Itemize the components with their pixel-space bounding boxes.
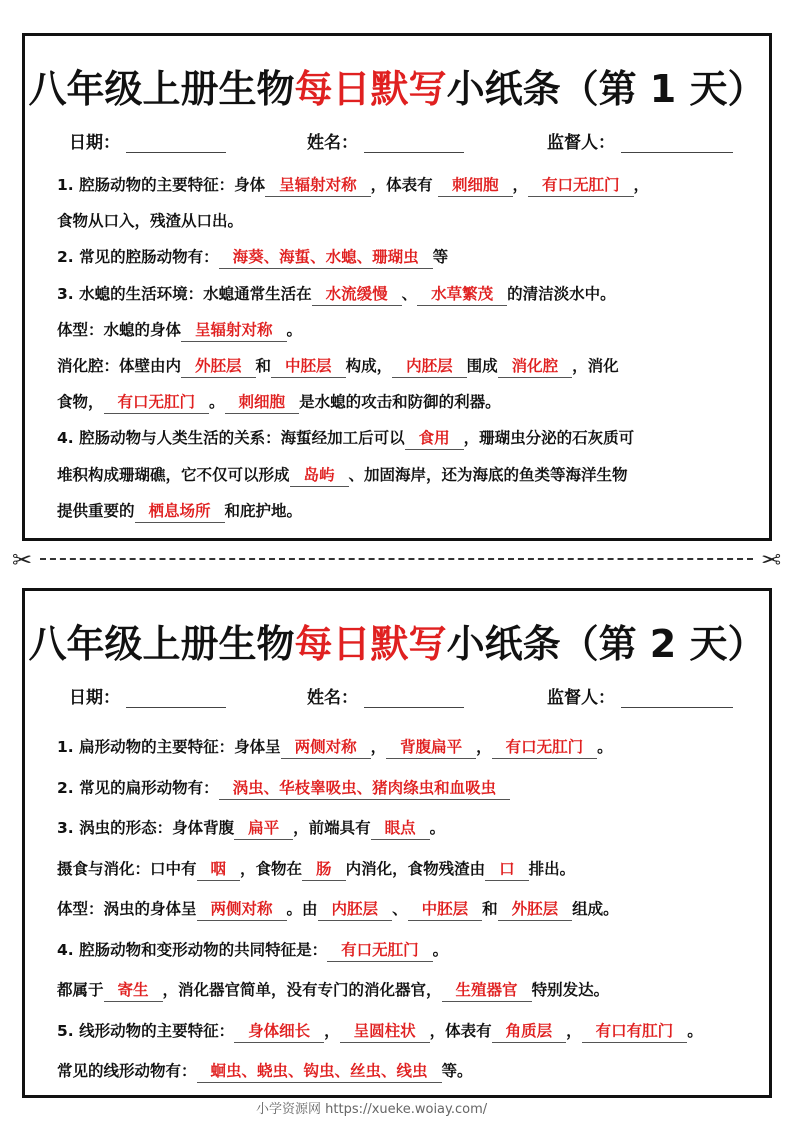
answer-blank: 背腹扁平 [386,736,476,759]
question-text: 、加固海岸，还为海底的鱼类等海洋生物 [348,465,628,484]
name-label: 姓名： [307,133,358,153]
question-text: ，食物在 [240,859,303,878]
question-text: 等 [432,248,449,267]
supervisor-label: 监督人： [547,688,615,708]
question-text: ，消化 [572,356,619,375]
question-text: 体型：涡虫的身体呈 [57,900,197,918]
answer-blank: 蛔虫、蛲虫、钩虫、丝虫、线虫 [197,1060,442,1083]
answer-blank: 角质层 [492,1020,567,1043]
answer-blank: 消化腔 [498,355,573,378]
question-text: 。 [597,738,613,756]
title-highlight: 每日默写 [294,67,447,111]
question-text: ， [324,1021,340,1040]
question-text: 特别发达。 [531,981,610,999]
date-label: 日期： [69,133,120,153]
answer-blank: 呈辐射对称 [181,319,287,342]
answer-blank: 内胚层 [318,898,393,921]
question-text: 内消化，食物残渣由 [345,859,486,878]
question-text: 5. 线形动物的主要特征： [57,1021,235,1040]
question-text: 消化腔：体壁由内 [57,356,182,375]
answer-blank: 生殖器官 [442,979,532,1002]
answer-blank: 刺细胞 [225,391,300,414]
answer-blank: 外胚层 [498,898,573,921]
question-text: 食物， [57,393,104,412]
question-text: ， [476,738,492,756]
question-text: ，体表有 [370,176,438,194]
question-text: 1. 腔肠动物的主要特征：身体 [57,176,266,194]
question-line [57,279,755,315]
cut-line [40,558,753,560]
question-text: 4. 腔肠动物和变形动物的共同特征是： [57,940,328,959]
question-text: 摄食与消化：口中有 [57,859,197,878]
question-text: 、 [401,284,418,303]
answer-blank: 水流缓慢 [312,283,402,306]
answer-blank: 岛屿 [290,464,349,487]
answer-blank: 咽 [197,858,241,881]
answer-blank: 刺细胞 [438,174,513,197]
question-text: 。 [286,320,303,339]
scissors-icon: ✂ [12,546,33,574]
watermark: 小学资源网 https://xueke.woiay.com/ [256,1102,488,1117]
answer-blank: 眼点 [371,817,430,840]
answer-blank: 中胚层 [408,898,483,921]
question-text: 3. 涡虫的形态：身体背腹 [57,819,235,837]
question-line [57,387,755,423]
question-text: 体型：水螅的身体 [57,320,182,339]
question-text: ， [566,1021,582,1040]
question-text: 4. 腔肠动物与人类生活的关系：海蜇经加工后可以 [57,429,405,448]
question-text: 2. 常见的腔肠动物有： [57,248,219,267]
answer-blank: 寄生 [104,979,163,1002]
question-line [57,773,755,814]
question-line [57,854,755,895]
question-text: ， [633,176,650,194]
question-text: 构成， [345,356,393,375]
question-text: 、 [392,900,408,918]
question-text: ，消化器官简单，没有专门的消化器官， [162,981,442,999]
question-lines [57,732,755,1097]
question-text: 都属于 [57,981,104,999]
worksheet-title [25,58,769,113]
answer-blank: 水草繁茂 [417,283,507,306]
info-row [69,128,739,153]
answer-blank: 涡虫、华枝睾吸虫、猪肉绦虫和血吸虫 [219,777,511,800]
question-text: ， [370,738,387,756]
question-line [57,1016,755,1057]
question-line [57,351,755,387]
question-text: 。 [209,393,225,412]
question-text: ， [512,176,529,194]
question-text: 和 [255,356,272,375]
question-line [57,460,755,496]
answer-blank: 身体细长 [234,1020,324,1043]
question-text: 1. 扁形动物的主要特征：身体呈 [57,738,281,756]
title-prefix: 八年级上册生物 [28,622,295,666]
name-field[interactable] [364,689,464,708]
question-text: 和 [482,900,498,918]
info-row [69,683,739,708]
question-text: ，前端具有 [293,819,371,837]
scissors-icon: ✂ [760,546,781,574]
worksheet-day-2 [22,588,772,1098]
question-text: 堆积构成珊瑚礁，它不仅可以形成 [57,465,290,484]
question-text: 等。 [441,1062,473,1080]
question-line [57,1056,755,1097]
question-text: 食物从口入，残渣从口出。 [57,212,244,231]
question-text: 。 [429,819,446,837]
answer-blank: 肠 [302,858,346,881]
answer-blank: 有口有肛门 [582,1020,688,1043]
answer-blank: 有口无肛门 [492,736,598,759]
question-line [57,170,755,206]
question-text: 3. 水螅的生活环境：水螅通常生活在 [57,284,312,303]
question-text: 组成。 [572,900,619,918]
answer-blank: 呈圆柱状 [340,1020,430,1043]
date-field[interactable] [126,689,226,708]
answer-blank: 有口无肛门 [104,391,210,414]
answer-blank: 内胚层 [392,355,467,378]
title-suffix: 小纸条（第 1 天） [446,67,766,111]
question-text: 常见的线形动物有： [57,1062,197,1080]
name-field[interactable] [364,134,464,153]
question-text: 和庇护地。 [224,501,303,520]
answer-blank: 扁平 [234,817,293,840]
question-line [57,732,755,773]
question-line [57,423,755,459]
question-text: 。由 [286,900,318,918]
question-text: 。 [432,940,449,959]
question-line [57,242,755,278]
answer-blank: 两侧对称 [281,736,371,759]
question-line [57,496,755,532]
date-label: 日期： [69,688,120,708]
worksheet-day-1 [22,33,772,541]
question-line [57,894,755,935]
question-text: 围成 [466,356,498,375]
supervisor-label: 监督人： [547,133,615,153]
question-text: 的清洁淡水中。 [507,284,616,303]
date-field[interactable] [126,134,226,153]
answer-blank: 呈辐射对称 [265,174,371,197]
answer-blank: 栖息场所 [135,500,225,523]
answer-blank: 口 [485,858,529,881]
supervisor-field[interactable] [621,134,733,153]
answer-blank: 外胚层 [181,355,256,378]
question-text: ，体表有 [429,1021,492,1040]
question-text: 2. 常见的扁形动物有： [57,778,219,797]
title-prefix: 八年级上册生物 [28,67,295,111]
answer-blank: 海葵、海蜇、水螅、珊瑚虫 [219,246,433,269]
worksheet-title [25,613,769,668]
question-text: 是水螅的攻击和防御的利器。 [299,393,501,412]
question-line [57,975,755,1016]
question-line [57,315,755,351]
title-suffix: 小纸条（第 2 天） [446,622,766,666]
question-text: 排出。 [528,859,576,878]
answer-blank: 有口无肛门 [327,939,433,962]
question-text: ，珊瑚虫分泌的石灰质可 [463,429,635,448]
question-line [57,935,755,976]
name-label: 姓名： [307,688,358,708]
question-text: 。 [687,1021,703,1040]
question-lines [57,170,755,532]
title-highlight: 每日默写 [294,622,447,666]
question-text: 提供重要的 [57,501,135,520]
answer-blank: 食用 [405,427,464,450]
supervisor-field[interactable] [621,689,733,708]
answer-blank: 两侧对称 [197,898,287,921]
question-line [57,206,755,242]
answer-blank: 中胚层 [271,355,346,378]
question-line [57,813,755,854]
answer-blank: 有口无肛门 [528,174,634,197]
